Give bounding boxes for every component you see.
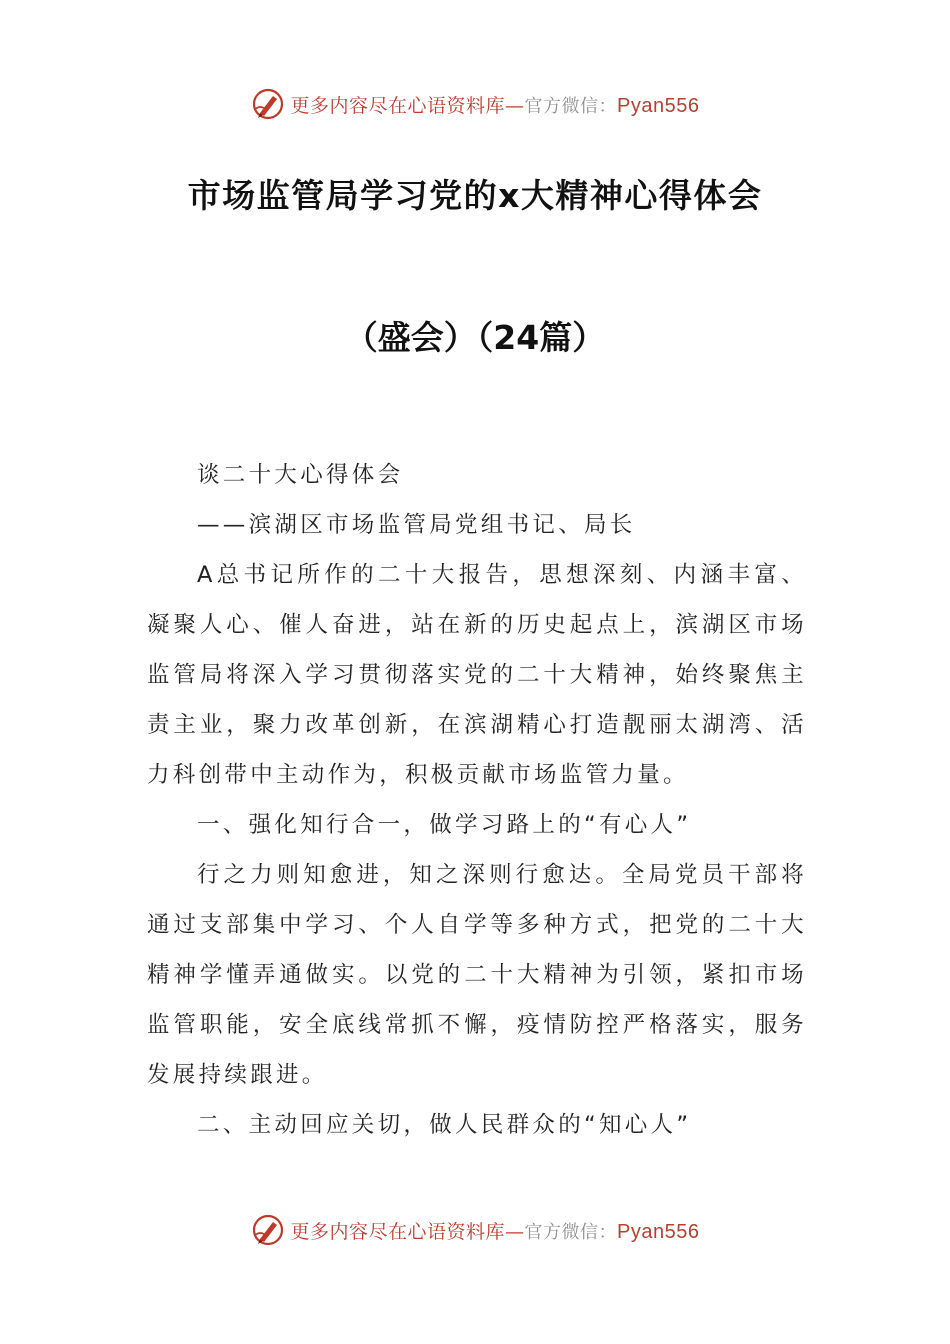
watermark-main: 更多内容尽在心语资料库 bbox=[290, 94, 506, 117]
pen-logo-icon bbox=[251, 1213, 285, 1247]
header-watermark bbox=[0, 84, 950, 124]
footer-watermark bbox=[0, 1210, 950, 1250]
watermark-wechat-id: Pyan556 bbox=[617, 1220, 700, 1243]
watermark-label: 官方微信： bbox=[524, 1221, 618, 1243]
pen-logo-icon bbox=[251, 87, 285, 121]
paragraph: A总书记所作的二十大报告，思想深刻、内涵丰富、凝聚人心、催人奋进，站在新的历史起点上，滨湖区市场监管局将深入学习贯彻落实党的二十大精神，始终聚焦主责主业，聚力改革创新，在滨湖精心打造靓丽太湖湾、活力科创带中主动作为，积极贡献市场监管力量。 bbox=[147, 562, 807, 788]
watermark-wechat-id: Pyan556 bbox=[617, 94, 700, 117]
watermark-dash: — bbox=[505, 94, 525, 117]
document-title: 市场监管局学习党的x大精神心得体会 bbox=[187, 176, 763, 215]
article-body bbox=[147, 450, 807, 1150]
paragraph: 行之力则知愈进，知之深则行愈达。全局党员干部将通过支部集中学习、个人自学等多种方式，把党的二十大精神学懂弄通做实。以党的二十大精神为引领，紧扣市场监管职能，安全底线常抓不懈，疫情防控严格落实，服务发展持续跟进。 bbox=[147, 862, 807, 1088]
section-heading: 二、主动回应关切，做人民群众的“知心人” bbox=[197, 1112, 692, 1138]
watermark-text bbox=[291, 91, 700, 118]
article-heading: 谈二十大心得体会 bbox=[197, 462, 404, 488]
watermark-dash: — bbox=[505, 1220, 525, 1243]
document-subtitle: （盛会）（24篇） bbox=[344, 318, 606, 357]
watermark-label: 官方微信： bbox=[524, 95, 618, 117]
watermark-main: 更多内容尽在心语资料库 bbox=[290, 1220, 506, 1243]
section-heading: 一、强化知行合一，做学习路上的“有心人” bbox=[197, 812, 692, 838]
article-byline: ——滨湖区市场监管局党组书记、局长 bbox=[197, 512, 636, 538]
watermark-text bbox=[291, 1217, 700, 1244]
